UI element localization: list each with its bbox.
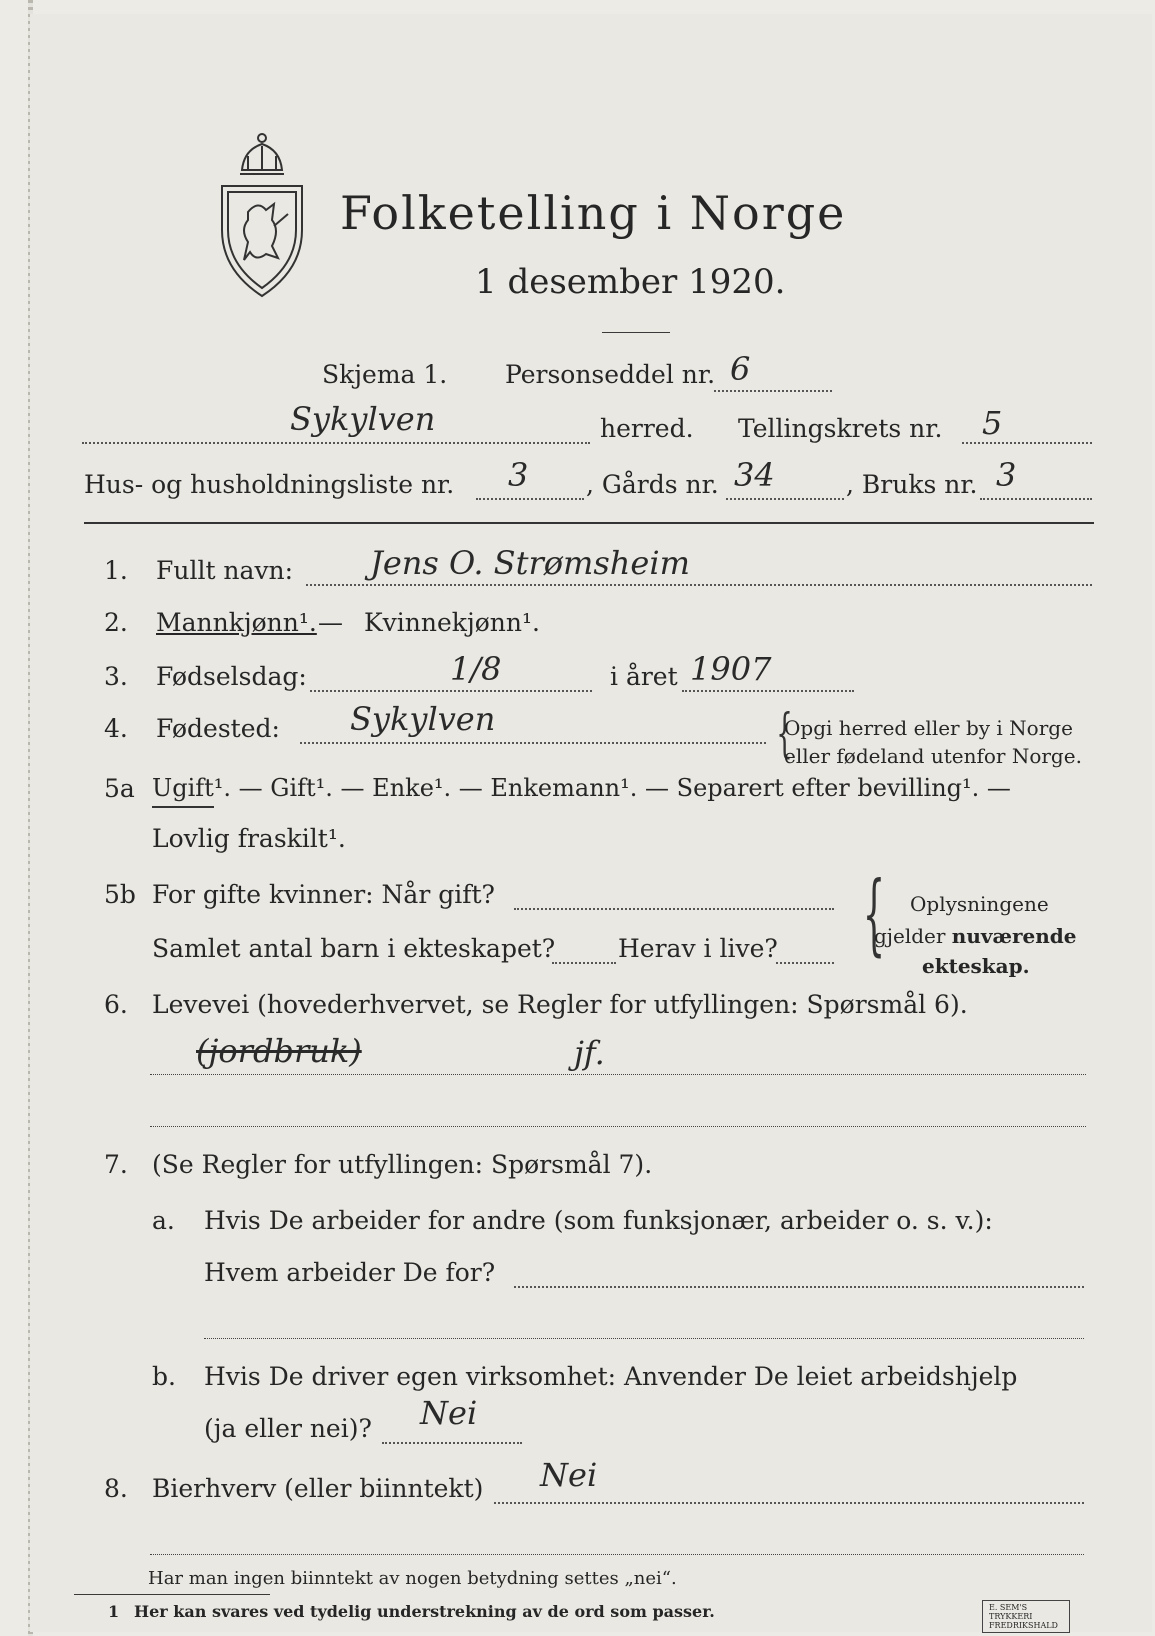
header-separator	[84, 522, 1094, 524]
q8-label: Bierhverv (eller biinntekt)	[152, 1474, 484, 1503]
form-title: Folketelling i Norge	[340, 186, 847, 240]
printer-stamp: E. SEM'S TRYKKERI FREDRIKSHALD	[982, 1600, 1070, 1633]
q7a-question: Hvem arbeider De for?	[204, 1258, 496, 1287]
q3-field-line	[310, 690, 592, 692]
q4-note-line2: eller fødeland utenfor Norge.	[784, 744, 1082, 768]
q5b-married-field-line	[514, 908, 834, 910]
q7a-field-line2	[204, 1338, 1084, 1339]
q5b-note-gjelder: gjelder	[874, 924, 946, 948]
nei-instruction: Har man ingen biinntekt av nogen betydning settes „nei“.	[148, 1568, 677, 1589]
q7b-question: (ja eller nei)?	[204, 1414, 372, 1443]
q7-label: (Se Regler for utfyllingen: Spørsmål 7).	[152, 1150, 653, 1179]
q3-label: Fødselsdag:	[156, 662, 307, 691]
q3-year-field-line	[682, 690, 854, 692]
q6-crossed-value[interactable]: (jordbruk)	[196, 1032, 362, 1070]
q5b-brace: {	[862, 862, 886, 965]
q5b-note-line3: ekteskap.	[922, 954, 1030, 978]
husliste-label: Hus- og husholdningsliste nr.	[84, 470, 455, 499]
q4-value[interactable]: Sykylven	[350, 700, 496, 738]
husliste-value[interactable]: 3	[508, 456, 529, 494]
q5b-note-line1: Oplysningene	[910, 892, 1049, 916]
q1-value[interactable]: Jens O. Strømsheim	[370, 544, 690, 582]
q6-number: 6.	[104, 990, 128, 1019]
q2-male-option[interactable]: Mannkjønn¹.	[156, 608, 317, 637]
bruks-label: , Bruks nr.	[846, 470, 978, 499]
q5b-alive-label: Herav i live?	[618, 934, 778, 963]
q7b-value[interactable]: Nei	[420, 1394, 478, 1432]
husliste-field-line	[476, 498, 584, 500]
footnote-mark: 1	[108, 1602, 120, 1621]
tellingskrets-field-line	[962, 442, 1092, 444]
skjema-label: Skjema 1.	[322, 360, 448, 389]
q1-number: 1.	[104, 556, 128, 585]
q8-value[interactable]: Nei	[540, 1456, 598, 1494]
tellingskrets-value[interactable]: 5	[982, 404, 1003, 442]
q6-field-line2	[150, 1126, 1086, 1127]
q4-number: 4.	[104, 714, 128, 743]
bruks-field-line	[980, 498, 1092, 500]
q6-value[interactable]: jf.	[574, 1034, 605, 1072]
personseddel-value[interactable]: 6	[730, 350, 751, 388]
title-divider	[602, 332, 670, 333]
gards-label: , Gårds nr.	[586, 470, 719, 499]
q5b-children-field-line	[552, 962, 616, 964]
q5a-options[interactable]: Ugift¹. — Gift¹. — Enke¹. — Enkemann¹. — Separert efter bevilling¹. —	[152, 774, 1011, 802]
personseddel-field-line	[714, 390, 832, 392]
q7a-letter: a.	[152, 1206, 175, 1235]
footnote-rule	[74, 1594, 270, 1595]
q5a-ugift-underline	[152, 806, 214, 808]
q1-label: Fullt navn:	[156, 556, 294, 585]
q7b-text: Hvis De driver egen virksomhet: Anvender De leiet arbeidshjelp	[204, 1362, 1018, 1391]
q4-field-line	[300, 742, 766, 744]
q7a-text: Hvis De arbeider for andre (som funksjonær, arbeider o. s. v.):	[204, 1206, 993, 1235]
q5b-note-current: nuværende	[951, 924, 1077, 948]
personseddel-label: Personseddel nr.	[505, 360, 716, 389]
form-date: 1 desember 1920.	[475, 262, 786, 302]
q5b-number: 5b	[104, 880, 136, 909]
coat-of-arms-icon	[214, 130, 310, 300]
q8-number: 8.	[104, 1474, 128, 1503]
q1-field-line	[306, 584, 1092, 586]
herred-label: herred.	[600, 414, 694, 443]
q7-number: 7.	[104, 1150, 128, 1179]
q5b-children-label: Samlet antal barn i ekteskapet?	[152, 934, 556, 963]
q4-brace: {	[776, 704, 793, 764]
q5a-fraskilt-option[interactable]: Lovlig fraskilt¹.	[152, 824, 346, 853]
q4-note-line1: Opgi herred eller by i Norge	[784, 716, 1073, 740]
q7b-letter: b.	[152, 1362, 176, 1391]
bruks-value[interactable]: 3	[996, 456, 1017, 494]
q7b-field-line	[382, 1442, 522, 1444]
q2-number: 2.	[104, 608, 128, 637]
q3-year-label: i året	[610, 662, 678, 691]
q8-field-line2	[150, 1554, 1084, 1555]
q2-dash: —	[318, 608, 343, 637]
q3-number: 3.	[104, 662, 128, 691]
q7a-field-line1	[514, 1286, 1084, 1288]
gards-field-line	[726, 498, 844, 500]
tellingskrets-label: Tellingskrets nr.	[738, 414, 943, 443]
q6-label: Levevei (hovederhvervet, se Regler for utfyllingen: Spørsmål 6).	[152, 990, 968, 1019]
q8-field-line1	[494, 1502, 1084, 1504]
q5b-married-label: For gifte kvinner: Når gift?	[152, 880, 495, 909]
q5a-number: 5a	[104, 774, 135, 803]
q3-value[interactable]: 1/8	[450, 650, 502, 688]
q5b-alive-field-line	[776, 962, 834, 964]
q4-label: Fødested:	[156, 714, 280, 743]
herred-value[interactable]: Sykylven	[290, 400, 436, 438]
q3-year-value[interactable]: 1907	[690, 650, 772, 688]
gards-value[interactable]: 34	[734, 456, 775, 494]
footnote-text: Her kan svares ved tydelig understrekning av de ord som passer.	[134, 1602, 715, 1621]
q5b-note-line2	[874, 924, 1077, 948]
q2-female-option[interactable]: Kvinnekjønn¹.	[364, 608, 540, 637]
q6-field-line1	[150, 1074, 1086, 1075]
herred-field-line	[82, 442, 590, 444]
